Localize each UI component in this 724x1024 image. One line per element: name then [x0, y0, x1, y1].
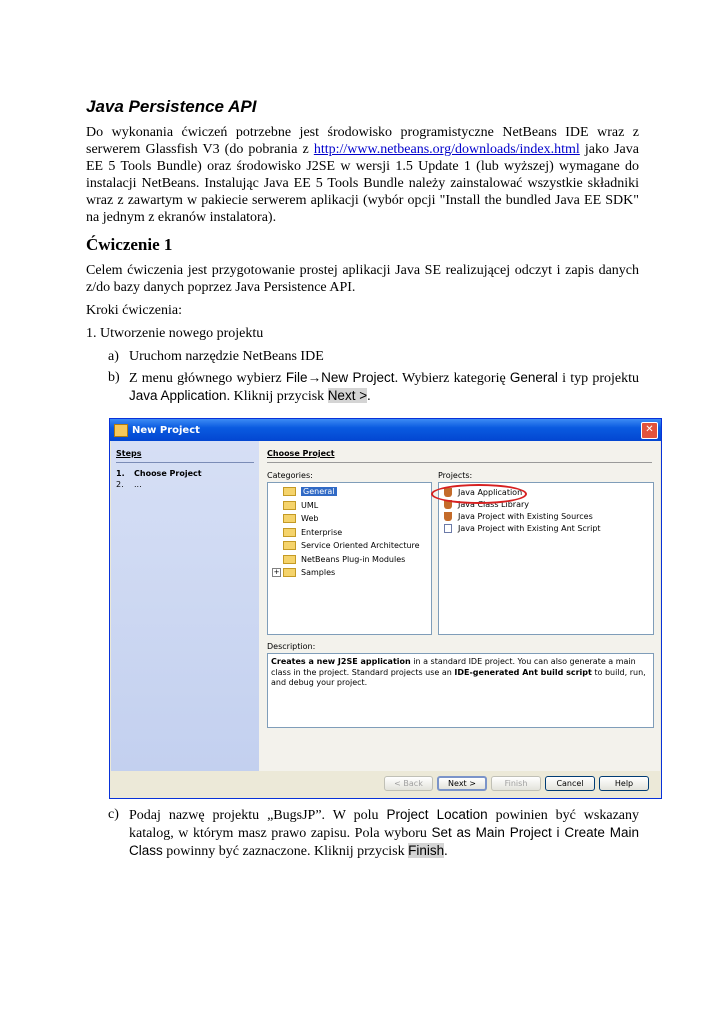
project-label: Java Project with Existing Sources	[458, 511, 593, 521]
intro-text-2: jako Java EE 5 Tools Bundle) oraz środowisko J2SE w wersji 1.5 Update 1 (lub wyższej) wymagane do instalacji NetBeans. Instalując Java EE 5 Tools Bundle należy zainstalować wszystkie składniki wraz z zawartym w pakiecie serwerem aplikacji (wybór opcji "Install the bundled Java EE SDK" na jednym z ekranów instalatora).	[86, 142, 639, 225]
doc-heading: Java Persistence API	[86, 97, 257, 116]
projects-label: Projects:	[438, 471, 473, 480]
step-number: 1.	[116, 469, 125, 478]
help-button[interactable]: Help	[599, 776, 649, 791]
project-label: Java Project with Existing Ant Script	[458, 523, 601, 533]
step-c-text-1: Podaj nazwę projektu „BugsJP”. W polu	[129, 808, 387, 823]
folder-icon	[283, 487, 296, 496]
category-name: General	[509, 370, 558, 385]
categories-label: Categories:	[267, 471, 313, 480]
folder-icon	[283, 555, 296, 564]
tree-item-uml[interactable]	[272, 499, 427, 513]
step-b-text-1: Z menu głównego wybierz	[129, 371, 286, 386]
step-list	[86, 348, 639, 405]
tree-item-label: General	[303, 487, 335, 497]
step-b	[86, 369, 639, 405]
wizard-step	[116, 469, 254, 478]
main-project-option-ref: Set as Main Project	[431, 825, 552, 840]
folder-icon	[283, 528, 296, 537]
exercise-title: Ćwiczenie 1	[86, 235, 173, 254]
description-text-2: to build, run, and debug your project.	[271, 667, 646, 687]
folder-icon	[283, 568, 296, 577]
project-existing-sources[interactable]	[444, 510, 648, 522]
step-b-text-3: i typ projektu	[557, 371, 639, 386]
steps-label: Kroki ćwiczenia:	[86, 303, 183, 318]
new-project-dialog	[109, 418, 662, 799]
step-number: 2.	[116, 480, 124, 489]
exercise-goal: Celem ćwiczenia jest przygotowanie prostej aplikacji Java SE realizującej odczyt i zapis danych z/do bazy danych poprzez Java Persistence API.	[86, 263, 639, 295]
dialog-footer	[111, 769, 660, 797]
expand-icon[interactable]: +	[273, 568, 280, 577]
netbeans-download-link[interactable]: http://www.netbeans.org/downloads/index.html	[313, 142, 580, 157]
description-bold-2: IDE-generated Ant build script	[454, 667, 592, 677]
steps-header: Steps	[116, 449, 254, 463]
step-b-text-4: . Kliknij przycisk	[226, 389, 328, 404]
tree-item-label: NetBeans Plug-in Modules	[301, 554, 406, 564]
document-continued	[86, 806, 639, 864]
step-c-marker: c)	[108, 807, 119, 822]
tree-item-label: Service Oriented Architecture	[301, 541, 420, 551]
tree-item-web[interactable]	[272, 512, 427, 526]
categories-tree[interactable]	[267, 482, 432, 635]
step-a	[86, 348, 639, 365]
intro-text-1: Do wykonania ćwiczeń potrzebne jest środowisko programistyczne NetBeans IDE wraz z serwerem Glassfish V3 (do pobrania z	[86, 125, 639, 157]
step-c-text-2: powinien być wskazany katalog, w którym masz prawo zapisu. Pola wyboru	[129, 808, 639, 841]
step-c-text-4: powinny być zaznaczone. Kliknij przycisk	[162, 844, 409, 859]
project-label: Java Application	[458, 487, 523, 497]
choose-project-pane	[259, 441, 660, 771]
step-1-title: 1. Utworzenie nowego projektu	[86, 326, 264, 341]
document-page	[86, 96, 639, 411]
project-existing-ant-script[interactable]	[444, 522, 648, 534]
tree-item-soa[interactable]	[272, 539, 427, 553]
projects-list[interactable]	[438, 482, 654, 635]
finish-button[interactable]: Finish	[491, 776, 541, 791]
folder-icon	[283, 514, 296, 523]
step-c-text-5: .	[444, 844, 448, 859]
tree-item-general[interactable]	[272, 485, 427, 499]
folder-icon	[283, 541, 296, 550]
description-box	[267, 653, 654, 728]
next-button-ref: Next >	[327, 388, 368, 403]
project-location-ref: Project Location	[386, 807, 488, 822]
project-label: Java Class Library	[458, 499, 530, 509]
tree-item-plugin-modules[interactable]	[272, 553, 427, 567]
next-button[interactable]: Next >	[437, 776, 487, 791]
step-a-marker: a)	[108, 349, 119, 364]
tree-item-samples[interactable]	[272, 566, 427, 580]
finish-button-ref: Finish	[408, 843, 445, 858]
step-c-text-3: i	[551, 825, 565, 840]
back-button[interactable]: < Back	[384, 776, 433, 791]
netbeans-app-icon	[114, 424, 128, 437]
description-bold-1: Creates a new J2SE application	[271, 657, 411, 666]
tree-item-label: Enterprise	[301, 527, 343, 537]
tree-item-label: Samples	[301, 568, 336, 578]
steps-pane	[111, 441, 259, 771]
dialog-title: New Project	[132, 424, 200, 436]
java-cup-icon	[444, 512, 452, 521]
step-c	[86, 806, 639, 860]
cancel-button[interactable]: Cancel	[545, 776, 595, 791]
main-class-option-ref: Create Main Class	[129, 825, 639, 858]
step-label: ...	[134, 480, 142, 489]
step-b-marker: b)	[108, 370, 120, 385]
description-label: Description:	[267, 642, 316, 651]
menu-path: File→New Project	[285, 370, 395, 385]
choose-project-header: Choose Project	[267, 449, 652, 463]
tree-item-label: UML	[301, 500, 319, 510]
wizard-step	[116, 480, 254, 489]
step-a-text: Uruchom narzędzie NetBeans IDE	[129, 349, 324, 364]
description-text-1: in a standard IDE project. You can also generate a main class in the project. Standard projects use an	[271, 657, 636, 677]
script-icon	[444, 524, 452, 533]
highlight-circle	[431, 484, 527, 504]
tree-item-enterprise[interactable]	[272, 526, 427, 540]
step-b-text-5: .	[367, 389, 371, 404]
intro-paragraph	[86, 124, 639, 226]
step-label: Choose Project	[134, 469, 202, 478]
folder-icon	[283, 501, 296, 510]
dialog-body	[111, 441, 660, 771]
tree-item-label: Web	[301, 514, 319, 524]
step-b-text-2: . Wybierz kategorię	[394, 371, 510, 386]
dialog-titlebar[interactable]	[110, 419, 661, 441]
project-type-name: Java Application	[129, 388, 227, 403]
close-icon[interactable]: ✕	[641, 422, 658, 439]
